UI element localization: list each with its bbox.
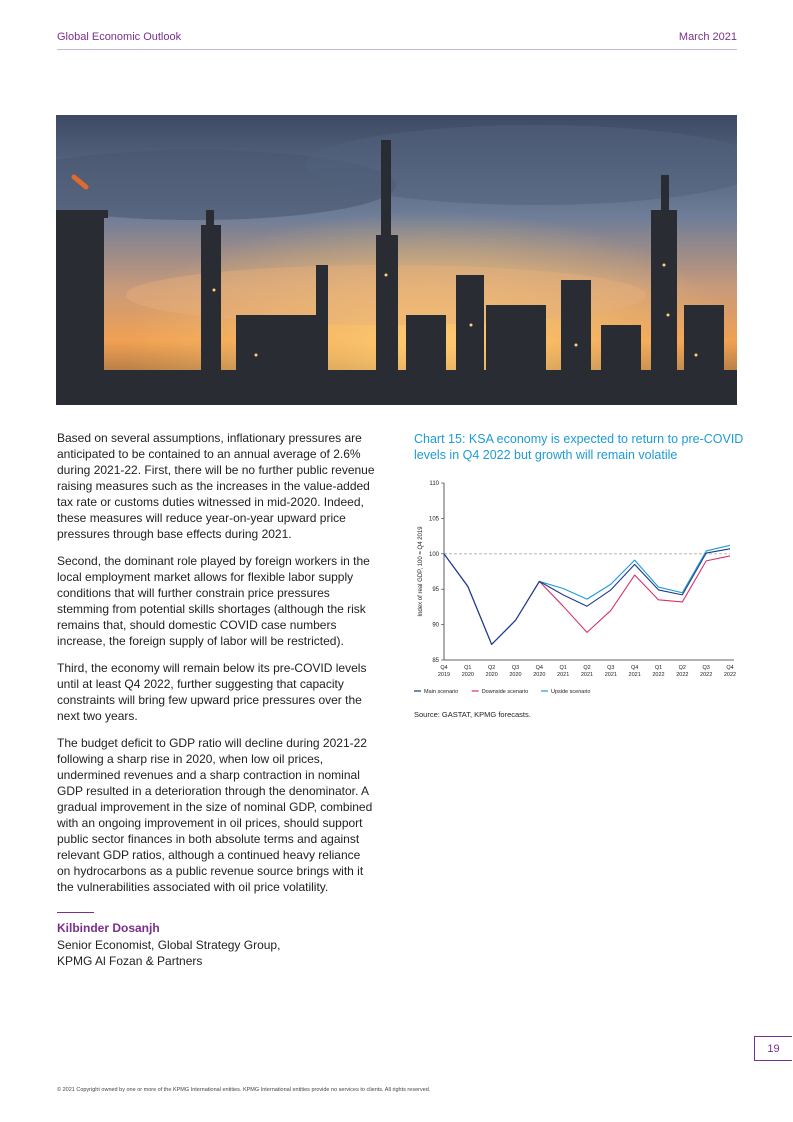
x-tick-label-year: 2022: [652, 672, 665, 678]
author-rule: [57, 912, 94, 913]
x-tick-label: Q2: [678, 665, 687, 671]
chart-source: Source: GASTAT, KPMG forecasts.: [414, 710, 531, 719]
legend-label: Upside scenario: [551, 689, 591, 695]
x-tick-label: Q1: [654, 665, 663, 671]
header-date: March 2021: [678, 31, 737, 43]
y-tick-label: 85: [432, 658, 439, 664]
x-tick-label: Q2: [583, 665, 591, 671]
x-tick-label: Q3: [607, 665, 615, 671]
x-tick-label-year: 2021: [580, 672, 594, 678]
header-rule: [57, 49, 737, 50]
paragraph: Based on several assumptions, inflationary pressures are anticipated to be contained to an annual average of 2.6% during 2021-22. First, there will be no further public revenue raising measures such as the increases in the value-added tax rate or customs duties witnessed in mid-2020. Indeed, these measures will reduce year-on-year upward price pressures through base effects during 2021.: [57, 431, 375, 541]
author-role-line: KPMG Al Fozan & Partners: [57, 954, 203, 968]
author-role: [57, 937, 280, 969]
x-tick-label: Q2: [487, 665, 496, 671]
y-tick-label: 95: [432, 587, 439, 594]
x-tick-label-year: 2021: [628, 672, 641, 678]
x-tick-label: Q3: [702, 665, 710, 671]
x-tick-label-year: 2022: [676, 672, 689, 678]
page-number: 19: [754, 1036, 792, 1061]
y-axis-label: Index of real GDP, 100 = Q4 2019: [418, 526, 424, 617]
y-tick-label: 110: [429, 481, 439, 487]
x-tick-label-year: 2020: [533, 672, 546, 678]
gdp-chart: [410, 475, 740, 705]
x-tick-label-year: 2021: [557, 672, 570, 678]
x-tick-label: Q4: [630, 665, 639, 671]
series-line-upside-scenario: [444, 545, 730, 644]
y-tick-label: 105: [428, 516, 439, 523]
x-tick-label-year: 2020: [509, 672, 522, 678]
legend-label: Downside scenario: [481, 689, 529, 695]
x-tick-label-year: 2021: [604, 672, 617, 678]
x-tick-label: Q1: [559, 665, 567, 671]
legend-label: Main scenario: [424, 689, 459, 695]
x-tick-label: Q1: [464, 665, 472, 671]
x-tick-label-year: 2020: [485, 672, 498, 678]
chart-title: Chart 15: KSA economy is expected to return to pre-COVID levels in Q4 2022 but growth will remain volatile: [414, 432, 744, 462]
x-tick-label-year: 2020: [461, 672, 474, 678]
x-tick-label: Q4: [726, 665, 734, 671]
x-tick-label: Q4: [535, 665, 544, 671]
y-tick-label: 90: [432, 622, 439, 629]
series-line-main-scenario: [444, 549, 730, 645]
header-title: Global Economic Outlook: [57, 31, 182, 43]
y-tick-label: 100: [428, 551, 439, 558]
chart-svg: [410, 475, 740, 710]
x-tick-label-year: 2019: [437, 672, 451, 678]
author-role-line: Senior Economist, Global Strategy Group,: [57, 938, 281, 952]
footer-copyright: © 2021 Copyright owned by one or more of the KPMG International entities. KPMG International entities provide no services to clients. All rights reserved.: [57, 1087, 431, 1093]
body-text: [57, 430, 375, 906]
x-tick-label: Q4: [440, 665, 448, 671]
paragraph: Third, the economy will remain below its pre-COVID levels until at least Q4 2022, further suggesting that capacity constraints will bring few upward price pressures over the next two years.: [57, 661, 367, 723]
refinery-photo: [56, 115, 737, 405]
x-tick-label: Q3: [511, 665, 520, 671]
paragraph: The budget deficit to GDP ratio will decline during 2021-22 following a sharp rise in 2020, when low oil prices, undermined revenues and a sharp contraction in nominal GDP resulted in a deterioration through the denominator. A gradual improvement in the size of nominal GDP, combined with an ongoing improvement in oil prices, should support public sector finances in both absolute terms and against relevant GDP ratios, although a continued heavy reliance on hydrocarbons as a public revenue source brings with it the vulnerabilities associated with oil price volatility.: [57, 736, 373, 894]
author-name: Kilbinder Dosanjh: [57, 921, 160, 935]
paragraph: Second, the dominant role played by foreign workers in the local employment market allows for flexible labor supply conditions that will further constrain price pressures stemming from potential skills shortages (although the risk remains that, should domestic COVID case numbers increase, the foreign supply of labor will be restricted).: [57, 554, 370, 648]
x-tick-label-year: 2022: [723, 672, 737, 678]
x-tick-label-year: 2022: [700, 672, 713, 678]
